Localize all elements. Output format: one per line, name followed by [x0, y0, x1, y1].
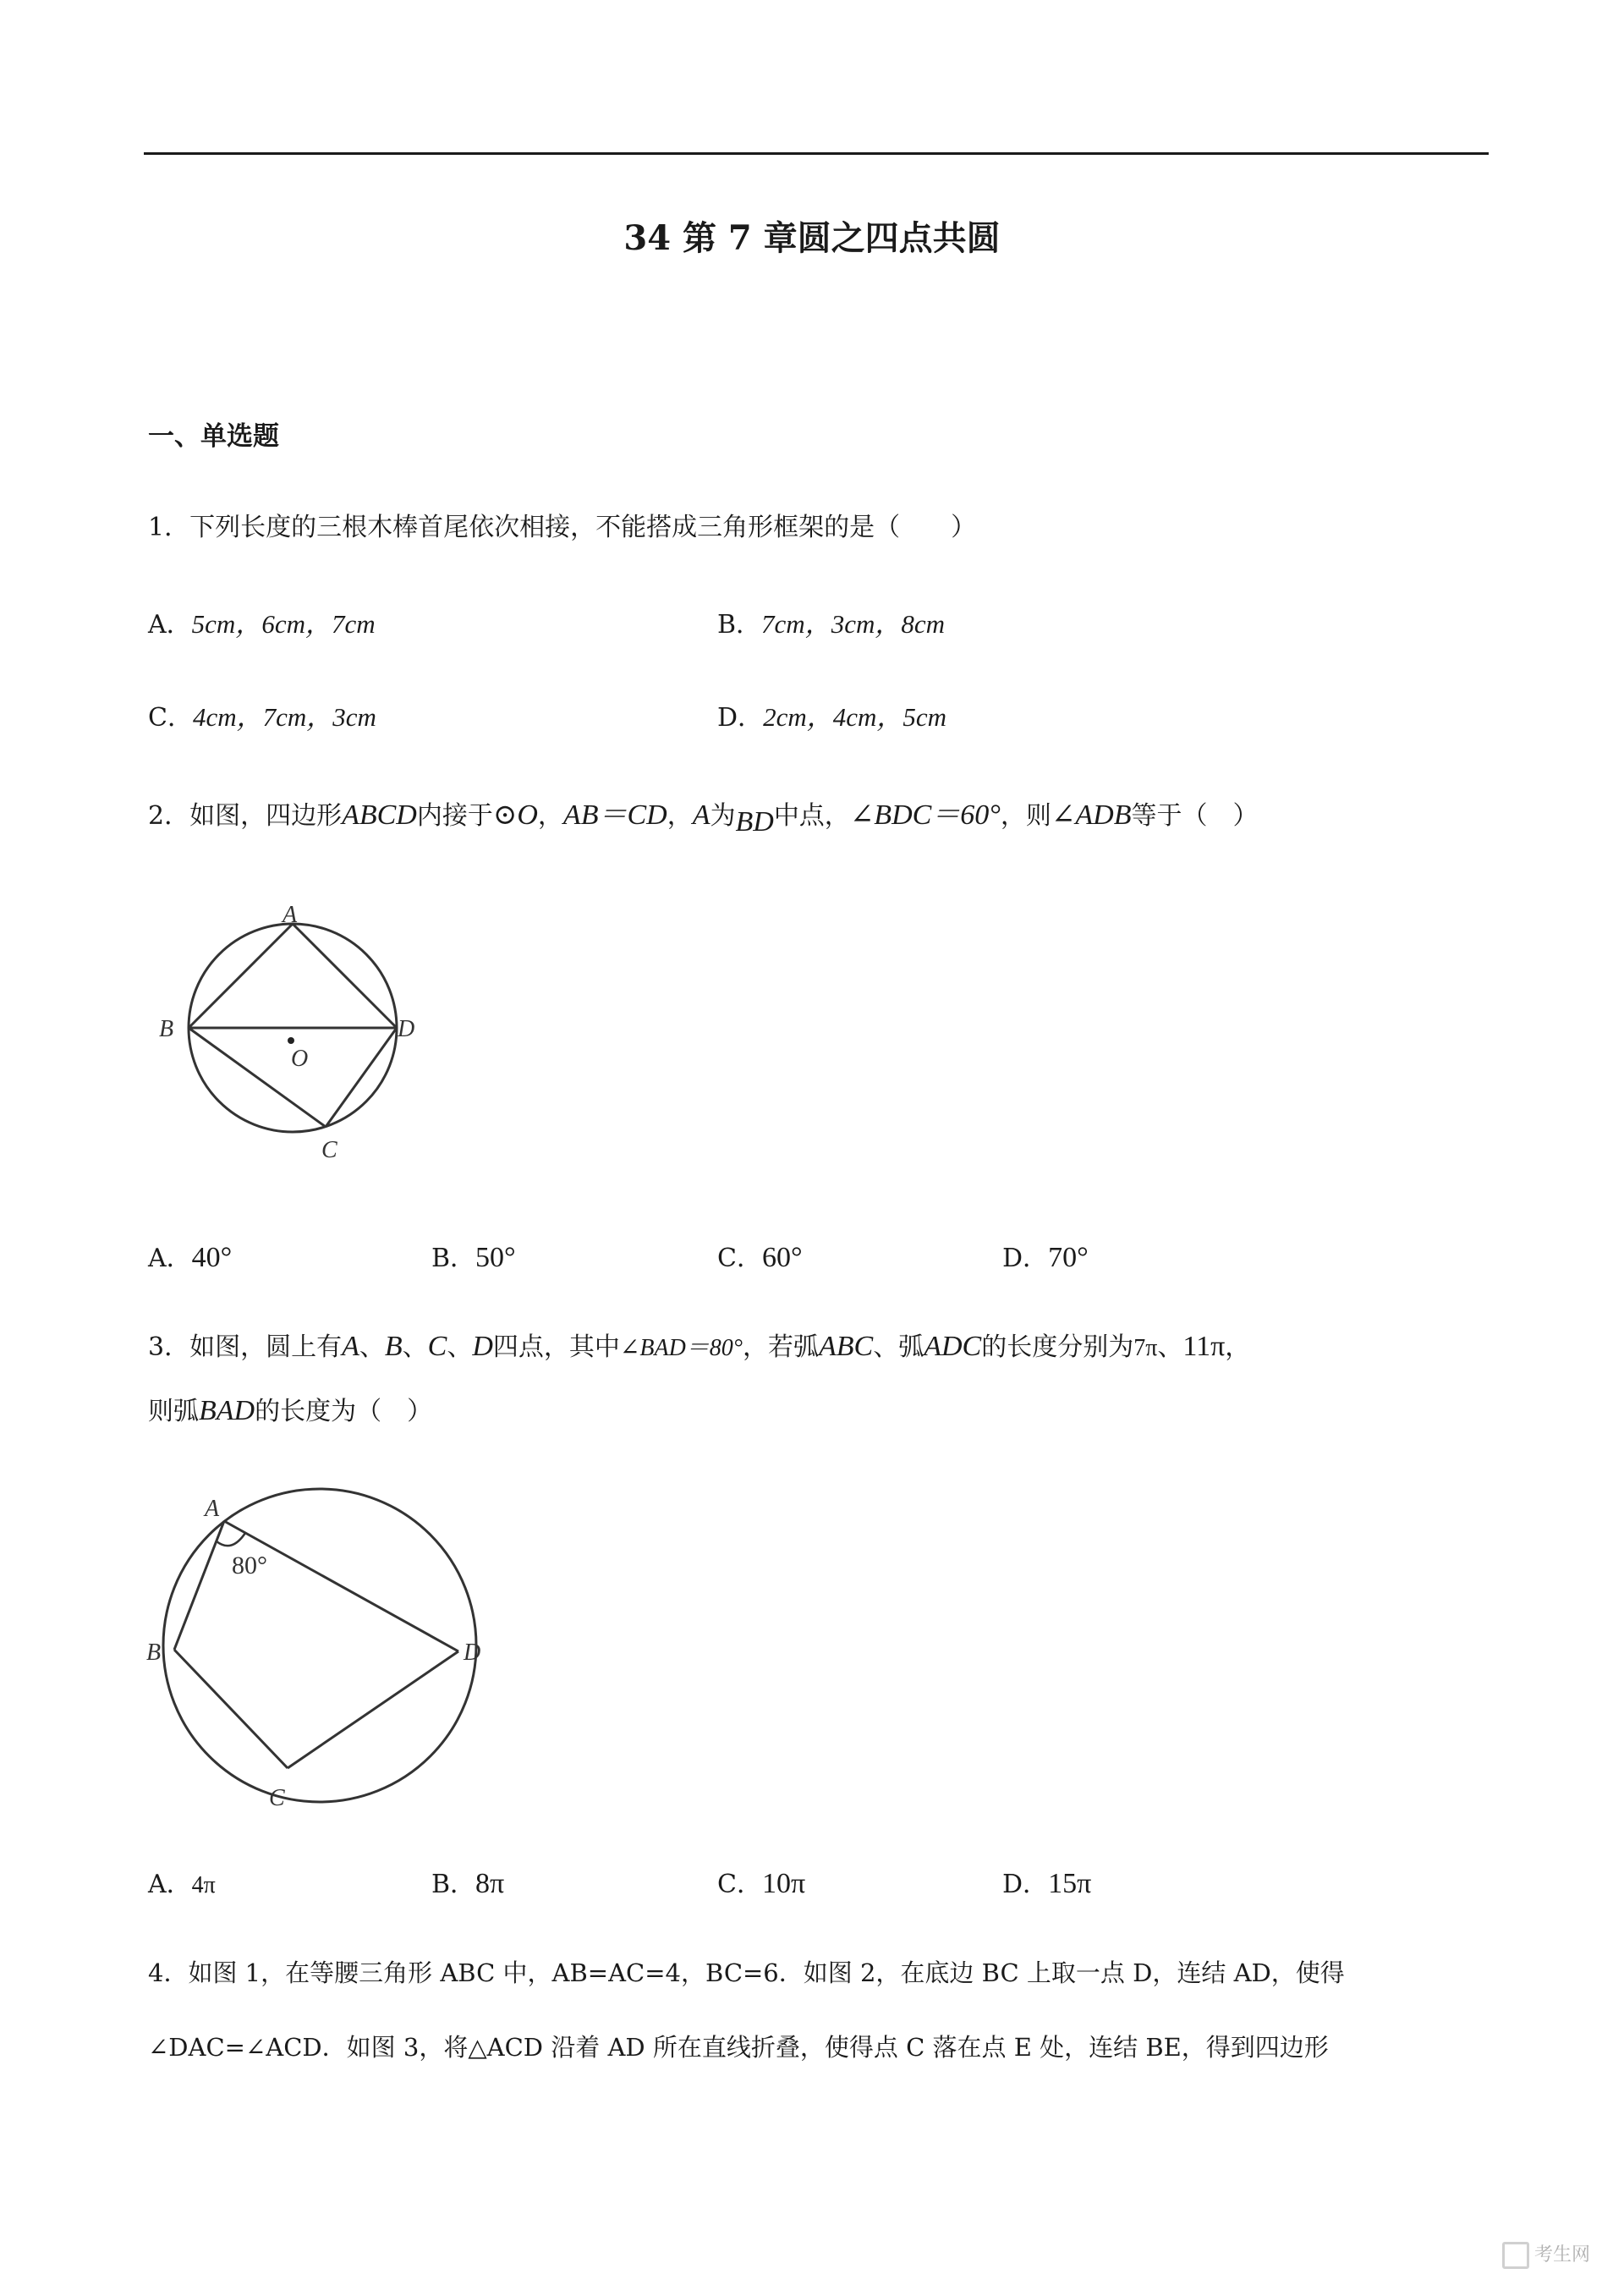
q3-text: 、弧 [873, 1332, 924, 1362]
q3-option-d [1002, 1863, 1091, 1900]
q3-option-b [431, 1863, 504, 1900]
q3-text: 的长度分别为 [981, 1332, 1134, 1362]
segment-cd [326, 1028, 397, 1127]
q3-text: 、 [447, 1332, 473, 1362]
q2-text: 2．如图，四边形 [148, 801, 343, 831]
q2-option-a [148, 1237, 232, 1274]
q2-text: ，则 [1000, 801, 1051, 831]
option-label: C． [717, 1244, 762, 1273]
q2-text: ， [667, 801, 693, 831]
q3-math: 11π [1182, 1331, 1226, 1362]
option-value: 4π [191, 1872, 216, 1898]
option-value: 15π [1048, 1868, 1092, 1899]
q3-option-c [717, 1863, 805, 1900]
label-c: C [321, 1137, 337, 1163]
label-a: A [205, 1496, 220, 1522]
label-d: D [464, 1640, 481, 1666]
q3-text: ， [1225, 1332, 1251, 1362]
q2-math: ∠BDC＝60° [849, 799, 1001, 831]
q2-math: ABCD [342, 799, 417, 831]
q2-text: ， [537, 801, 563, 831]
q1-option-a [148, 602, 376, 640]
q2-math: ∠ADB [1051, 799, 1132, 831]
angle-arc [217, 1533, 245, 1546]
watermark-logo-icon [1502, 2242, 1529, 2269]
q3-math: ∠BAD＝80° [619, 1335, 743, 1361]
option-value: 60° [761, 1242, 803, 1273]
q2-text: 等于（ ） [1131, 801, 1259, 831]
q3-text: 、 [402, 1332, 428, 1362]
option-label: C． [148, 703, 193, 733]
angle-label: 80° [232, 1552, 267, 1579]
q3-text: 则弧 [148, 1397, 199, 1426]
q3-option-a [148, 1863, 216, 1900]
q3-math: B [384, 1331, 403, 1362]
q2-option-b [431, 1237, 516, 1274]
watermark [1502, 2240, 1590, 2269]
option-label: B． [431, 1244, 476, 1273]
q2-math: AB＝CD [562, 799, 667, 831]
option-value: 5cm，6cm，7cm [191, 609, 376, 639]
option-value: 50° [475, 1242, 516, 1273]
label-b: B [146, 1640, 162, 1666]
q2-stem [148, 797, 1259, 838]
segment-ab [189, 924, 293, 1028]
segment-bc [174, 1650, 288, 1768]
label-a: A [283, 905, 298, 928]
option-label: A． [148, 1244, 192, 1273]
q2-text: 中点， [773, 801, 850, 831]
q2-option-c [717, 1237, 803, 1274]
label-b: B [159, 1016, 174, 1042]
center-point [288, 1037, 294, 1044]
option-value: 40° [191, 1242, 233, 1273]
q3-math: ABC [819, 1331, 874, 1362]
q2-math: ⊙O [492, 799, 538, 831]
q4-stem-line2: ∠DAC=∠ACD．如图 3，将△ACD 沿着 AD 所在直线折叠，使得点 C 落在点 E 处，连结 BE，得到四边形 [148, 2033, 1329, 2062]
q3-math: 7π [1133, 1335, 1158, 1361]
q2-math: BD [735, 806, 774, 838]
q1-option-b [717, 602, 945, 640]
q2-text: 内接于 [416, 801, 493, 831]
option-value: 7cm，3cm，8cm [761, 609, 945, 639]
segment-ad [224, 1521, 458, 1651]
q3-math: D [472, 1331, 493, 1362]
option-value: 2cm，4cm，5cm [763, 702, 947, 732]
top-rule [144, 152, 1489, 155]
option-label: A． [148, 610, 192, 640]
q3-math: C [427, 1331, 447, 1362]
q2-text: 为 [710, 801, 736, 831]
q3-text: 四点，其中 [492, 1332, 620, 1362]
page-title: 34 第 7 章圆之四点共圆 [623, 218, 1001, 258]
q3-text: ，若弧 [743, 1332, 819, 1362]
segment-ab [174, 1521, 224, 1650]
q3-text: 、 [359, 1332, 385, 1362]
q3-math: BAD [199, 1395, 255, 1426]
q1-stem: 1．下列长度的三根木棒首尾依次相接，不能搭成三角形框架的是（ ） [148, 513, 977, 542]
option-value: 70° [1048, 1242, 1089, 1273]
q3-math: ADC [924, 1331, 982, 1362]
option-label: C． [717, 1870, 762, 1899]
q3-stem-line2 [148, 1392, 432, 1431]
option-label: D． [1002, 1244, 1049, 1273]
option-label: A． [148, 1870, 192, 1899]
q2-math: A [692, 799, 710, 831]
q3-figure [144, 1472, 516, 1827]
q3-circle [163, 1489, 476, 1802]
option-value: 8π [475, 1868, 505, 1899]
option-label: B． [717, 610, 762, 640]
label-o: O [291, 1046, 309, 1072]
label-d: D [398, 1016, 415, 1042]
segment-ad [293, 924, 397, 1028]
q2-figure [152, 905, 440, 1176]
segment-bc [189, 1028, 326, 1127]
option-label: B． [431, 1870, 476, 1899]
q3-math: A [342, 1331, 359, 1362]
option-value: 4cm，7cm，3cm [192, 702, 376, 732]
q4-stem-line1: 4．如图 1，在等腰三角形 ABC 中，AB=AC=4，BC=6．如图 2，在底边 BC 上取一点 D，连结 AD，使得 [148, 1958, 1345, 1987]
q1-option-c [148, 695, 376, 733]
q2-option-d [1002, 1237, 1089, 1274]
section-heading: 一、单选题 [148, 421, 279, 452]
option-label: D． [1002, 1870, 1049, 1899]
q3-text: 、 [1157, 1332, 1183, 1362]
q3-text: 的长度为（ ） [255, 1397, 433, 1426]
watermark-text: 考生网 [1533, 2244, 1590, 2266]
option-value: 10π [761, 1868, 806, 1899]
q1-option-d [717, 695, 946, 733]
segment-cd [288, 1651, 458, 1768]
label-c: C [269, 1785, 285, 1811]
q3-text: 3．如图，圆上有 [148, 1332, 343, 1362]
option-label: D． [717, 703, 764, 733]
q3-stem-line1 [148, 1328, 1250, 1367]
